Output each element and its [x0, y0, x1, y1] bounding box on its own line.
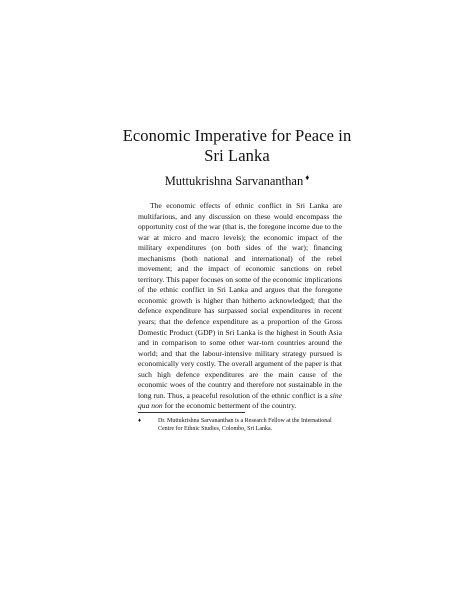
abstract-text-main: The economic effects of ethnic conflict in Sri Lanka are multifarious, and any discussion on these would encompass the opportunity cost of the war (that is, the foregone income due to the war at micro and macro levels); the economic impact of the military expenditures (on both sides of the war); financing mechanisms (both national and international) of the rebel movement; and the impact of economic sanctions on rebel territory. This paper focuses on some of the economic implications of the ethnic conflict in Sri Lanka and argues that the foregone economic growth is higher than hitherto acknowledged; that the defence expenditure has surpassed social expenditures in recent years; that the defence expenditure as a proportion of the Gross Domestic Product (GDP) in Sri Lanka is the highest in South Asia and in comparison to some other war-torn countries around the world; and that the labour-intensive military strategy pursued is economically very costly. The overall argument of the paper is that such high defence expenditures are the main cause of the economic woes of the country and therefore not sustainable in the long run. Thus, a peaceful resolution of the ethnic conflict is a — [138, 201, 342, 400]
footnote-mark: ♦ — [138, 418, 142, 424]
abstract-text-end: for the economic betterment of the country. — [162, 401, 297, 411]
footnote — [138, 417, 342, 433]
paper-title-line-1: Economic Imperative for Peace in — [122, 126, 352, 145]
paper-title-line-2: Sri Lanka — [204, 146, 270, 165]
author-name: Muttukrishna Sarvananthan — [164, 174, 304, 189]
abstract-italic-phrase: sine qua non — [138, 390, 342, 411]
footnote-text: Dr. Muttukrishna Sarvananthan is a Research Fellow at the International Centre for Ethnic Studies, Colombo, Sri Lanka. — [158, 418, 332, 432]
author-footnote-mark: ♦ — [305, 173, 310, 182]
footnote-divider — [138, 412, 245, 413]
author-line — [0, 170, 474, 189]
abstract-paragraph — [138, 201, 342, 412]
